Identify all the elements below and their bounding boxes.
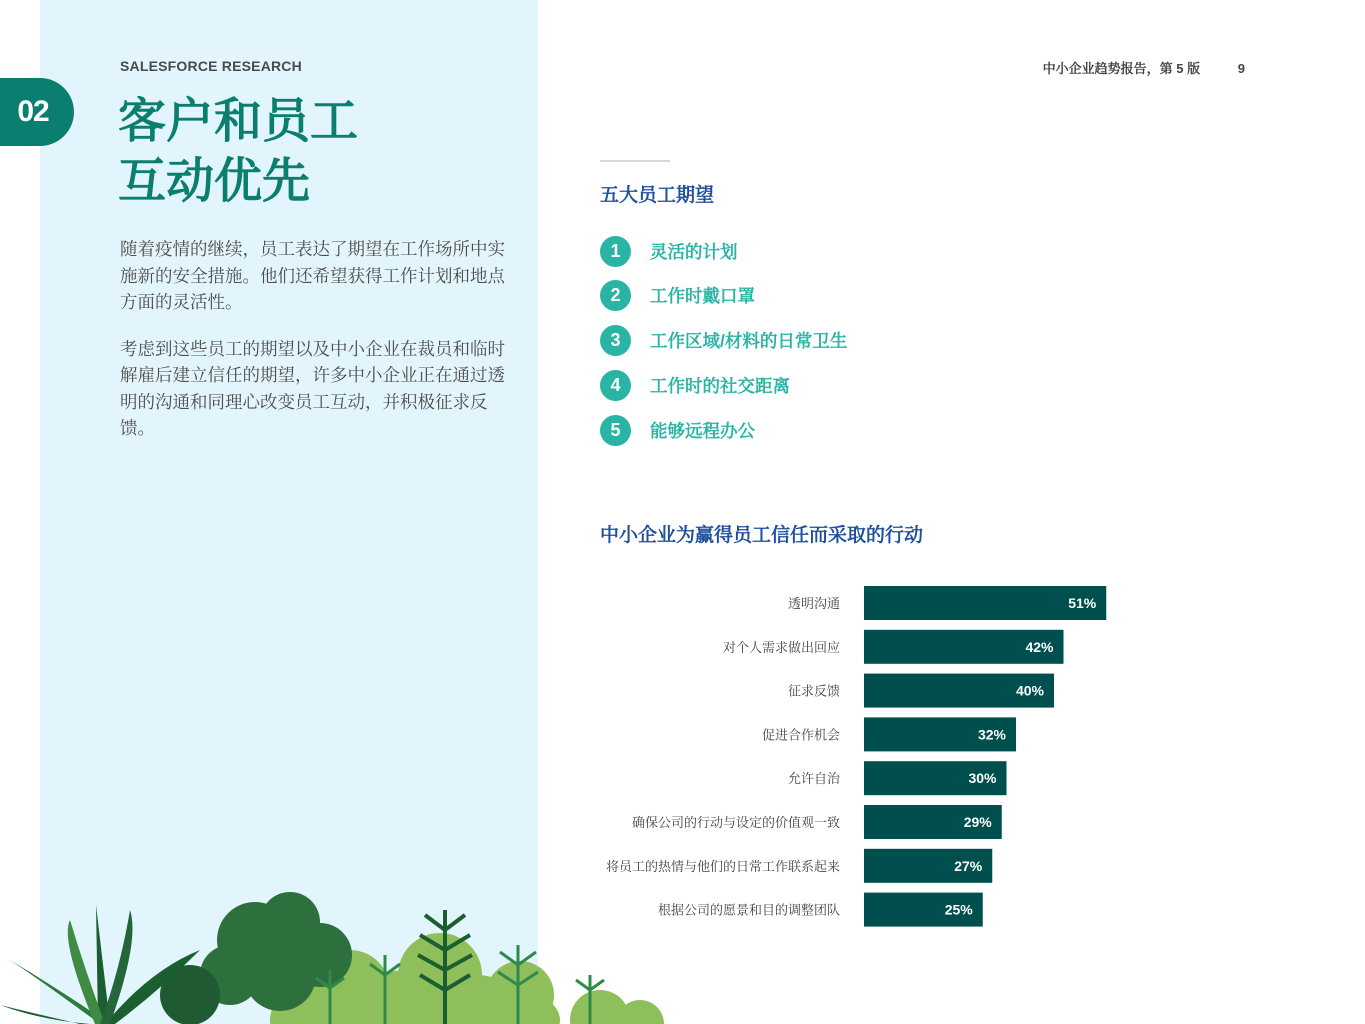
divider: [600, 160, 670, 162]
list-item: [600, 280, 847, 312]
number-badge: 4: [600, 370, 631, 401]
expectation-label: 灵活的计划: [650, 241, 738, 262]
list-item: [600, 414, 847, 446]
list-item: [600, 325, 847, 357]
brand-label: SALESFORCE RESEARCH: [120, 58, 302, 74]
number-badge: 1: [600, 236, 631, 267]
intro-paragraph-2: 考虑到这些员工的期望以及中小企业在裁员和临时解雇后建立信任的期望，许多中小企业正在通过透明的沟通和同理心改变员工互动，并积极征求反馈。: [120, 338, 505, 438]
category-label: 透明沟通: [787, 596, 840, 611]
bar-value-label: 51%: [1068, 595, 1097, 611]
category-label: 征求反馈: [787, 683, 840, 699]
category-label: 确保公司的行动与设定的价值观一致: [631, 815, 840, 830]
intro-text: [120, 236, 508, 462]
page-number: 9: [1237, 61, 1245, 76]
section-title-line1: 客户和员工: [118, 95, 359, 148]
section-number-badge: 02: [0, 78, 74, 146]
report-header: [1043, 58, 1245, 77]
report-title: 中小企业趋势报告，第 5 版: [1042, 61, 1201, 76]
category-label: 对个人需求做出回应: [722, 639, 840, 655]
list-item: [600, 369, 847, 401]
number-badge: 3: [600, 325, 631, 356]
intro-paragraph-1: 随着疫情的继续，员工表达了期望在工作场所中实施新的安全措施。他们还希望获得工作计划和地点方面的灵活性。: [120, 239, 505, 312]
bar-value-label: 27%: [954, 857, 983, 874]
expectation-label: 工作时的社交距离: [650, 375, 790, 396]
expectation-label: 工作区域/材料的日常卫生: [650, 331, 848, 352]
number-badge: 5: [600, 415, 631, 446]
category-label: 将员工的热情与他们的日常工作联系起来: [605, 858, 840, 874]
expectation-label: 工作时戴口罩: [650, 286, 755, 307]
expectations-list: [600, 235, 847, 459]
section-title: [118, 92, 358, 212]
expectations-title: 五大员工期望: [600, 185, 715, 206]
bar-value-label: 30%: [968, 770, 997, 787]
chart-title: 中小企业为赢得员工信任而采取的行动: [600, 525, 924, 546]
bar-value-label: 29%: [963, 814, 992, 830]
expectation-label: 能够远程办公: [650, 420, 755, 441]
category-label: 允许自治: [787, 771, 840, 787]
bar-value-label: 42%: [1025, 638, 1054, 655]
bar-value-label: 32%: [977, 726, 1006, 743]
bar-value-label: 40%: [1015, 682, 1044, 699]
category-label: 根据公司的愿景和目的调整团队: [657, 902, 840, 918]
bar-value-label: 25%: [944, 901, 973, 918]
foliage-illustration: [0, 880, 680, 1024]
list-item: [600, 235, 847, 267]
category-label: 促进合作机会: [761, 727, 840, 743]
section-title-line2: 互动优先: [118, 155, 311, 208]
number-badge: 2: [600, 280, 631, 311]
